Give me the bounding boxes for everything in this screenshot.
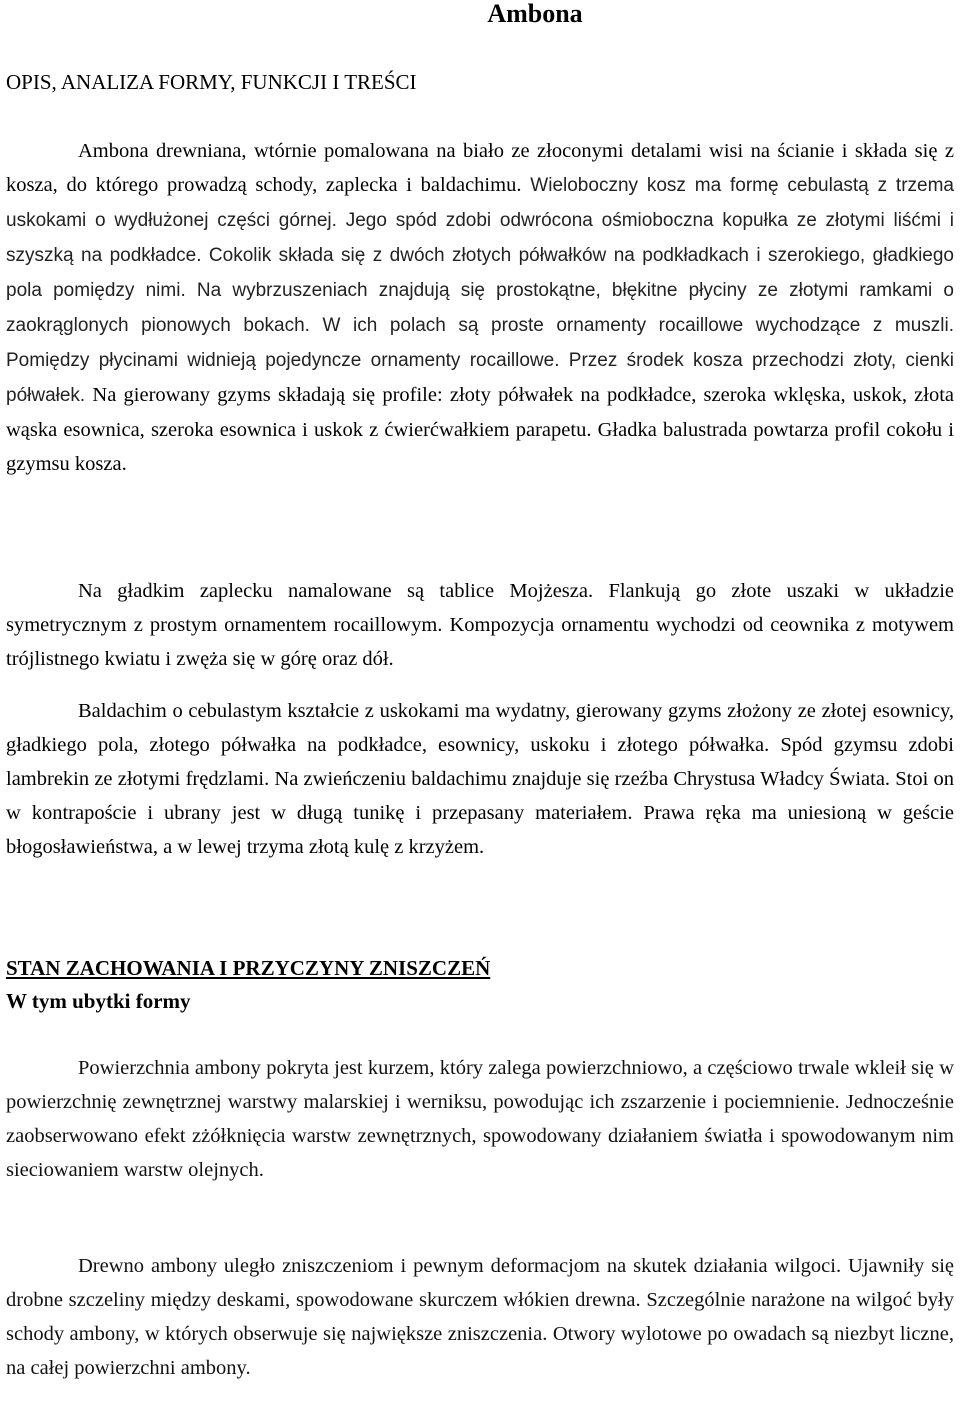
document-title: Ambona	[487, 0, 583, 28]
paragraph-surface-condition: Powierzchnia ambony pokryta jest kurzem, który zalega powierzchniowo, a częściowo trwale wkleił się w powierzchnię zewnętrznej warstwy malarskiej i werniksu, powodując ich zszarzenie i pociemnienie. Jednocześnie zaobserwowano efekt zżółknięcia warstw zewnętrznych, spowodowany działaniem światła i spowodowanym nim sieciowaniem warstw olejnych.	[6, 1057, 954, 1181]
section-subheading: W tym ubytki formy	[6, 989, 191, 1013]
paragraph-wood-condition: Drewno ambony uległo zniszczeniom i pewnym deformacjom na skutek działania wilgoci. Ujawniły się drobne szczeliny między deskami, spowodowane skurczem włókien drewna. Szczególnie narażone na wilgoć były schody ambony, w których obserwuje się największe zniszczenia. Otwory wylotowe po owadach są niezbyt liczne, na całej powierzchni ambony.	[6, 1255, 954, 1379]
paragraph-description	[6, 134, 954, 481]
paragraph-description-cornice: Na gierowany gzyms składają się profile: złoty półwałek na podkładce, szeroka wklęska, uskok, złota wąska esownica, szeroka esownica i uskok z ćwierćwałkiem parapetu. Gładka balustrada powtarza profil cokołu i gzymsu kosza.	[6, 384, 954, 475]
paragraph-description-intro: Ambona drewniana, wtórnie pomalowana na biało ze złoconymi detalami wisi na ścianie i składa się z kosza, do którego prowadzą schody, zaplecka i baldachimu.	[6, 140, 954, 196]
section-heading-opis: OPIS, ANALIZA FORMY, FUNKCJI I TREŚCI	[6, 70, 417, 94]
section-heading-stan: STAN ZACHOWANIA I PRZYCZYNY ZNISZCZEŃ	[6, 956, 491, 980]
paragraph-back-panel: Na gładkim zaplecku namalowane są tablice Mojżesza. Flankują go złote uszaki w układzie symetrycznym z prostym ornamentem rocaillowym. Kompozycja ornamentu wychodzi od ceownika z motywem trójlistnego kwiatu i zwęża się w górę oraz dół.	[6, 580, 954, 670]
paragraph-description-basket: Wieloboczny kosz ma formę cebulastą z trzema uskokami o wydłużonej części górnej. Jego spód zdobi odwrócona ośmioboczna kopułka ze złotymi liśćmi i szyszką na podkładce. Cokolik składa się z dwóch złotych półwałków na podkładkach i szerokiego, gładkiego pola pomiędzy nimi. Na wybrzuszeniach znajdują się prostokątne, błękitne płyciny ze złotymi ramkami o zaokrąglonych pionowych bokach. W ich polach są proste ornamenty rocaillowe wychodzące z muszli. Pomiędzy płycinami widnieją pojedyncze ornamenty rocaillowe. Przez środek kosza przechodzi złoty, cienki półwałek.	[6, 175, 954, 406]
paragraph-canopy: Baldachim o cebulastym kształcie z uskokami ma wydatny, gierowany gzyms złożony ze złotej esownicy, gładkiego pola, złotego półwałka na podkładce, esownicy, uskoku i złotego półwałka. Spód gzymsu zdobi lambrekin ze złotymi frędzlami. Na zwieńczeniu baldachimu znajduje się rzeźba Chrystusa Władcy Świata. Stoi on w kontrapoście i ubrany jest w długą tunikę i przepasany materiałem. Prawa ręka ma uniesioną w geście błogosławieństwa, a w lewej trzyma złotą kulę z krzyżem.	[6, 700, 954, 858]
